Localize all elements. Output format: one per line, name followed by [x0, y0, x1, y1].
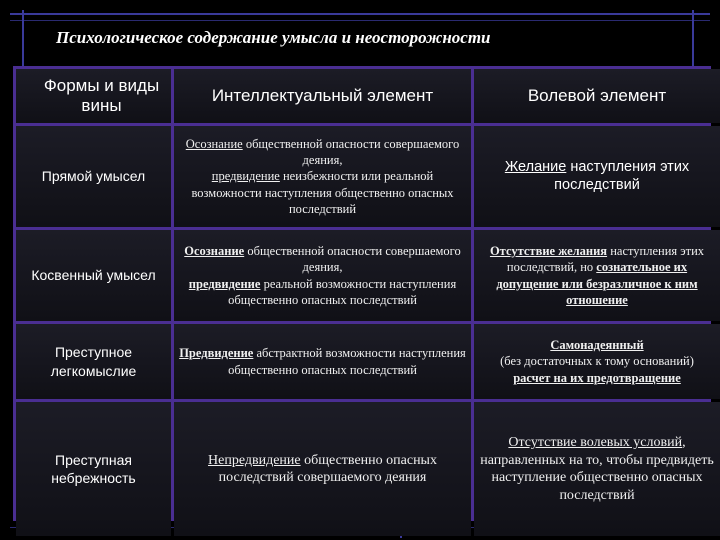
row-label-direct-intent: Прямой умысел: [16, 126, 171, 227]
recklessness-intellect: Предвидение абстрактной возможности наступления общественно опасных последствий: [174, 324, 471, 399]
indirect-intent-intellect: Осознание общественной опасности совершаемого деяния, предвидение реальной возможности наступления общественно опасных последствий: [174, 230, 471, 321]
vina-table: [13, 66, 714, 521]
frame-line-top-inner: [10, 20, 710, 21]
direct-intent-will: Желание наступления этих последствий: [474, 126, 720, 227]
negligence-will: Отсутствие волевых условий, направленных на то, чтобы предвидеть наступление общественно опасных последствий: [474, 402, 720, 536]
header-forms: Формы и виды вины: [16, 69, 171, 123]
direct-intent-intellect: Осознание общественной опасности совершаемого деяния, предвидение неизбежности или реальной возможности наступления общественно опасных последствий: [174, 126, 471, 227]
negligence-intellect: Непредвидение общественно опасных последствий совершаемого деяния: [174, 402, 471, 536]
row-label-recklessness: Преступное легкомыслие: [16, 324, 171, 399]
page-title: Психологическое содержание умысла и неосторожности: [56, 28, 491, 47]
header-will: Волевой элемент: [474, 69, 720, 123]
recklessness-will: Самонадеянный (без достаточных к тому оснований) расчет на их предотвращение: [474, 324, 720, 399]
row-label-indirect-intent: Косвенный умысел: [16, 230, 171, 321]
header-intellect: Интеллектуальный элемент: [174, 69, 471, 123]
row-label-negligence: Преступная небрежность: [16, 402, 171, 536]
frame-line-top: [10, 13, 710, 15]
indirect-intent-will: Отсутствие желания наступления этих последствий, но сознательное их допущение или безразличное к ним отношение: [474, 230, 720, 321]
